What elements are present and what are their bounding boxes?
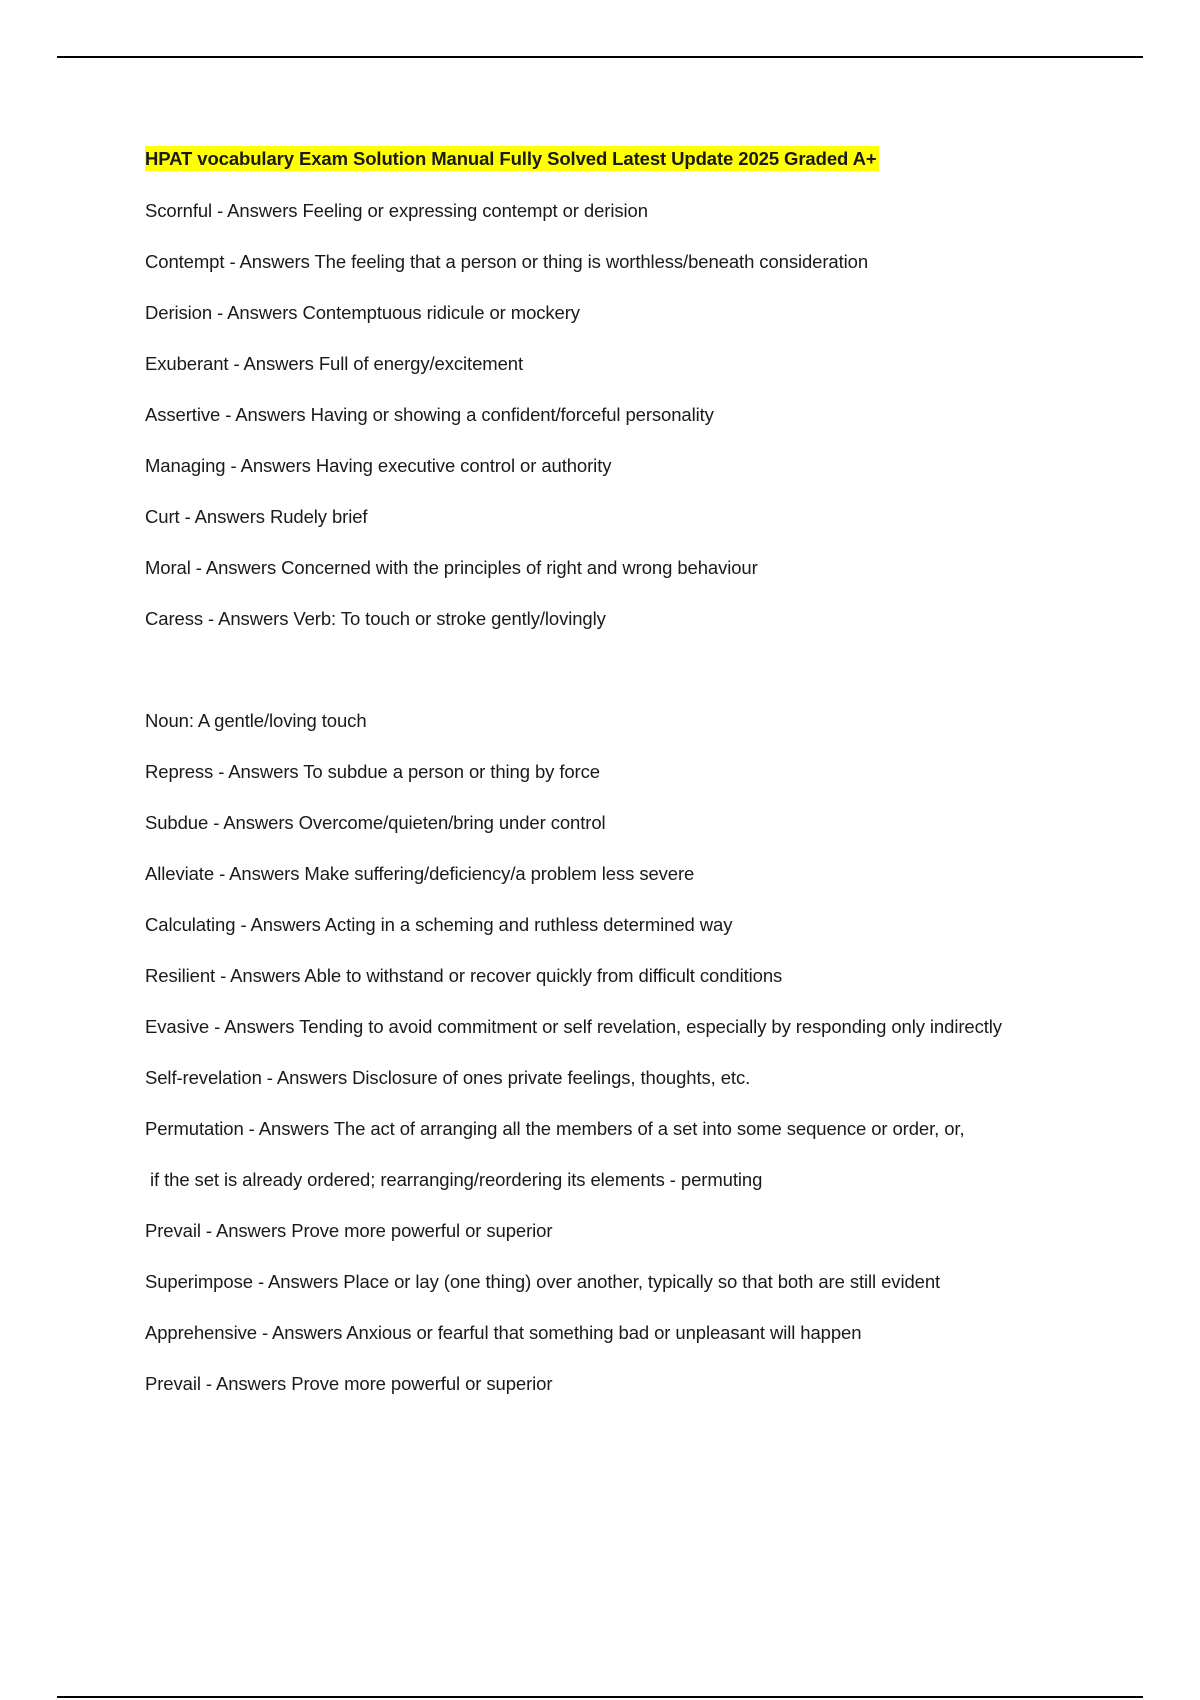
vocab-entry: Subdue - Answers Overcome/quieten/bring under control [145,812,606,833]
top-rule [57,56,1143,58]
vocab-entry: Scornful - Answers Feeling or expressing contempt or derision [145,200,648,221]
vocab-entry: Prevail - Answers Prove more powerful or superior [145,1373,553,1394]
vocab-entry: Derision - Answers Contemptuous ridicule or mockery [145,302,580,323]
vocab-entry: Contempt - Answers The feeling that a person or thing is worthless/beneath consideration [145,251,869,272]
vocab-entry: Calculating - Answers Acting in a scheming and ruthless determined way [145,914,733,935]
vocab-entry: Managing - Answers Having executive control or authority [145,455,612,476]
vocab-entry: Curt - Answers Rudely brief [145,506,368,527]
bottom-rule [57,1696,1143,1698]
vocab-entry: Self-revelation - Answers Disclosure of ones private feelings, thoughts, etc. [145,1067,751,1088]
vocab-entry: Prevail - Answers Prove more powerful or superior [145,1220,553,1241]
vocab-entry: Evasive - Answers Tending to avoid commitment or self revelation, especially by responding only indirectly [145,1016,1002,1037]
vocab-entry: Exuberant - Answers Full of energy/excitement [145,353,524,374]
document-title: HPAT vocabulary Exam Solution Manual Fully Solved Latest Update 2025 Graded A+ [145,148,877,169]
vocab-entry: Repress - Answers To subdue a person or thing by force [145,761,600,782]
vocab-entry: Superimpose - Answers Place or lay (one thing) over another, typically so that both are still evident [145,1271,941,1292]
vocab-entry: Resilient - Answers Able to withstand or recover quickly from difficult conditions [145,965,783,986]
vocab-entry: Permutation - Answers The act of arranging all the members of a set into some sequence or order, or, [145,1118,965,1139]
vocab-entry: Alleviate - Answers Make suffering/deficiency/a problem less severe [145,863,695,884]
vocab-entry: Apprehensive - Answers Anxious or fearful that something bad or unpleasant will happen [145,1322,862,1343]
document-body [145,146,1065,1420]
vocab-entry-continuation: Noun: A gentle/loving touch [145,710,367,731]
vocab-entry: Caress - Answers Verb: To touch or stroke gently/lovingly [145,608,606,629]
vocab-entry-continuation: if the set is already ordered; rearranging/reordering its elements - permuting [150,1169,763,1190]
vocab-entry: Assertive - Answers Having or showing a confident/forceful personality [145,404,714,425]
vocab-entry: Moral - Answers Concerned with the principles of right and wrong behaviour [145,557,758,578]
